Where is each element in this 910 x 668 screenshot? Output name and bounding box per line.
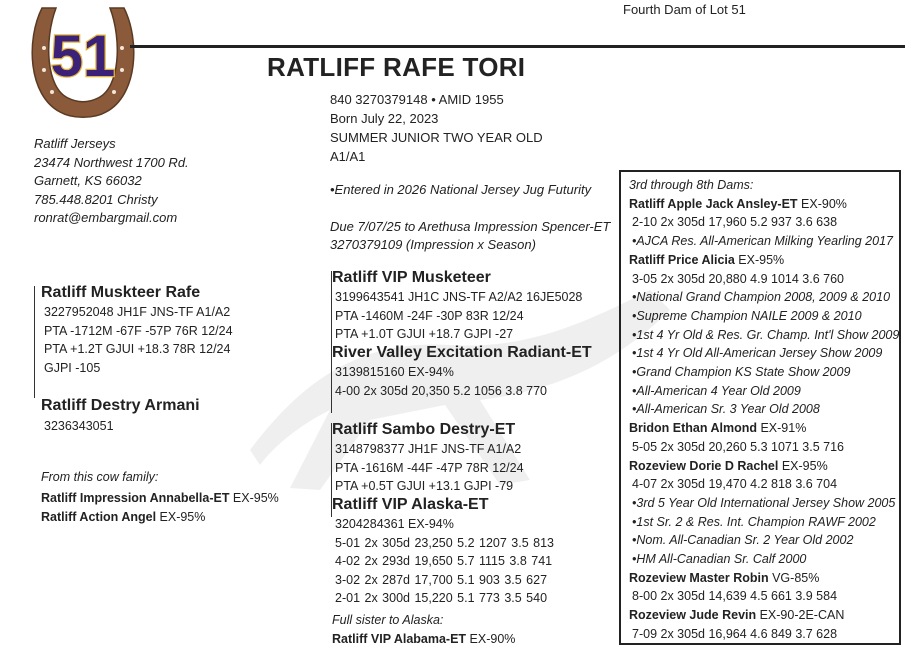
dam-achievement: •AJCA Res. All-American Milking Yearling 2017 [632,234,893,249]
owner-contact [34,135,189,228]
dam-record: 8-00 2x 305d 14,639 4.5 661 3.9 584 [632,589,838,604]
sire-line: PTA -1712M -67F -57P 76R 12/24 [44,323,233,338]
dam-dam-line: 4-02 2x 293d 19,650 5.7 1115 3.8 741 [335,554,553,568]
dam-sire-line: PTA +0.5T GJUI +13.1 GJPI -79 [335,479,514,493]
dam-achievement: •HM All-Canadian Sr. Calf 2000 [632,552,807,567]
due-line-2: 3270379109 (Impression x Season) [330,237,536,252]
dam-entry-score: EX-90% [797,196,847,211]
sire-dam-line: 3139815160 EX-94% [335,365,454,379]
sire-sire-name: Ratliff VIP Musketeer [332,269,491,286]
member-name: Ratliff Impression Annabella-ET [41,491,230,505]
dam-dam-line: 5-01 2x 305d 23,250 5.2 1207 3.5 813 [335,535,554,550]
sire-side-bracket [331,271,332,413]
sire-details [44,303,233,377]
header-divider [130,45,905,48]
due-line-1: Due 7/07/25 to Arethusa Impression Spencer-ET [330,219,611,234]
sire-dam-details [335,363,547,400]
dam-achievement: •Nom. All-Canadian Sr. 2 Year Old 2002 [632,533,854,548]
sire-line: 3227952048 JH1F JNS-TF A1/A2 [44,305,231,319]
dam-entry-score: VG-85% [768,570,820,585]
dam-record: 5-05 2x 305d 20,260 5.3 1071 3.5 716 [632,439,844,454]
dam-record: 3-05 2x 305d 20,880 4.9 1014 3.6 760 [632,271,844,286]
member-score: EX-95% [229,491,279,505]
dam-dam-line: 3-02 2x 287d 17,700 5.1 903 3.5 627 [335,572,548,587]
animal-class: SUMMER JUNIOR TWO YEAR OLD [330,130,543,145]
dam-achievement: •National Grand Champion 2008, 2009 & 2010 [632,290,891,305]
sire-dam-line: 4-00 2x 305d 20,350 5.2 1056 3.8 770 [335,383,547,398]
dam-entry [629,195,893,214]
futurity-note: •Entered in 2026 National Jersey Jug Futurity [330,182,592,197]
dam-details [44,417,114,436]
sire-name: Ratliff Muskteer Rafe [41,284,201,301]
dams-header: 3rd through 8th Dams: [629,178,754,192]
dam-entry-name: Rozeview Dorie D Rachel [629,458,779,473]
dam-line: 3236343051 [44,419,114,433]
dam-entry-score: EX-95% [778,458,828,473]
lot-number-horseshoe-logo [22,0,144,122]
full-sister-label: Full sister to Alaska: [332,613,444,627]
owner-phone: 785.448.8201 Christy [34,191,158,207]
dam-sire-details [335,440,524,496]
dam-sire-line: PTA -1616M -44F -47P 78R 12/24 [335,460,524,475]
dam-achievement: •1st Sr. 2 & Res. Int. Champion RAWF 2002 [632,514,876,529]
full-sister-name: Ratliff VIP Alabama-ET [332,632,467,646]
cow-family-member [41,489,279,508]
cow-family-member [41,508,279,527]
sire-sire-details [335,288,582,344]
dam-entry [629,569,893,588]
member-name: Ratliff Action Angel [41,510,157,524]
lot-number: 51 [50,24,116,89]
dam-entry-name: Ratliff Price Alicia [629,252,735,267]
cow-family-label: From this cow family: [41,470,159,484]
dam-dam-details [335,515,554,608]
dam-dam-line: 2-01 2x 300d 15,220 5.1 773 3.5 540 [335,591,548,605]
sire-sire-line: PTA -1460M -24F -30P 83R 12/24 [335,308,524,323]
dam-name: Ratliff Destry Armani [41,397,200,414]
dam-achievement: •Supreme Champion NAILE 2009 & 2010 [632,308,862,323]
sire-line: GJPI -105 [44,360,101,375]
member-score: EX-95% [156,510,206,524]
dam-achievement: •All-American 4 Year Old 2009 [632,383,801,398]
dam-dam-line: 3204284361 EX-94% [335,517,454,531]
owner-email[interactable]: ronrat@embargmail.com [34,210,178,225]
owner-name: Ratliff Jerseys [34,136,116,151]
sire-sire-line: 3199643541 JH1C JNS-TF A2/A2 16JE5028 [335,290,583,304]
full-sister-score: EX-90% [466,632,516,646]
ancestral-dams-box [619,170,901,645]
dam-entry-score: EX-90-2E-CAN [756,608,845,623]
dam-record: 2-10 2x 305d 17,960 5.2 937 3.6 638 [632,215,838,230]
animal-info [330,90,543,166]
animal-id-line: 840 3270379148 • AMID 1955 [330,92,504,107]
dam-achievement: •1st 4 Yr Old All-American Jersey Show 2009 [632,346,883,361]
sire-bracket [34,286,35,398]
dam-dam-name: Ratliff VIP Alaska-ET [332,496,489,513]
sire-sire-line: PTA +1.0T GJUI +18.7 GJPI -27 [335,327,514,341]
dam-achievement: •Grand Champion KS State Show 2009 [632,365,851,380]
dam-entry-name: Ratliff Apple Jack Ansley-ET [629,196,798,211]
dam-record: 4-07 2x 305d 19,470 4.2 818 3.6 704 [632,477,838,492]
dam-entry-name: Bridon Ethan Almond [629,421,757,436]
dam-entry [629,251,893,270]
dam-entry [629,457,893,476]
sire-line: PTA +1.2T GJUI +18.3 78R 12/24 [44,342,231,356]
dam-entry-name: Rozeview Master Robin [629,570,769,585]
dam-achievement: •1st 4 Yr Old & Res. Gr. Champ. Int'l Show 2009 [632,327,900,342]
cow-family [41,468,279,527]
full-sister [332,632,515,646]
dam-entry [629,419,893,438]
dam-entry-name: Rozeview Jude Revin [629,608,757,623]
dam-entry-score: EX-95% [734,252,785,267]
dam-record: 7-09 2x 305d 16,964 4.6 849 3.7 628 [632,626,838,641]
owner-city: Garnett, KS 66032 [34,173,142,188]
dam-sire-name: Ratliff Sambo Destry-ET [332,421,516,438]
animal-born: Born July 22, 2023 [330,111,439,126]
owner-address: 23474 Northwest 1700 Rd. [34,154,189,170]
dam-entry-score: EX-91% [757,421,807,436]
dam-achievement: •3rd 5 Year Old International Jersey Show 2005 [632,495,896,510]
dam-entry [629,606,893,625]
lot-header: Fourth Dam of Lot 51 [623,2,746,17]
animal-name: RATLIFF RAFE TORI [267,52,526,82]
sire-dam-name: River Valley Excitation Radiant-ET [332,344,592,361]
dam-sire-line: 3148798377 JH1F JNS-TF A1/A2 [335,442,522,456]
animal-a2: A1/A1 [330,149,366,164]
dam-achievement: •All-American Sr. 3 Year Old 2008 [632,402,820,417]
